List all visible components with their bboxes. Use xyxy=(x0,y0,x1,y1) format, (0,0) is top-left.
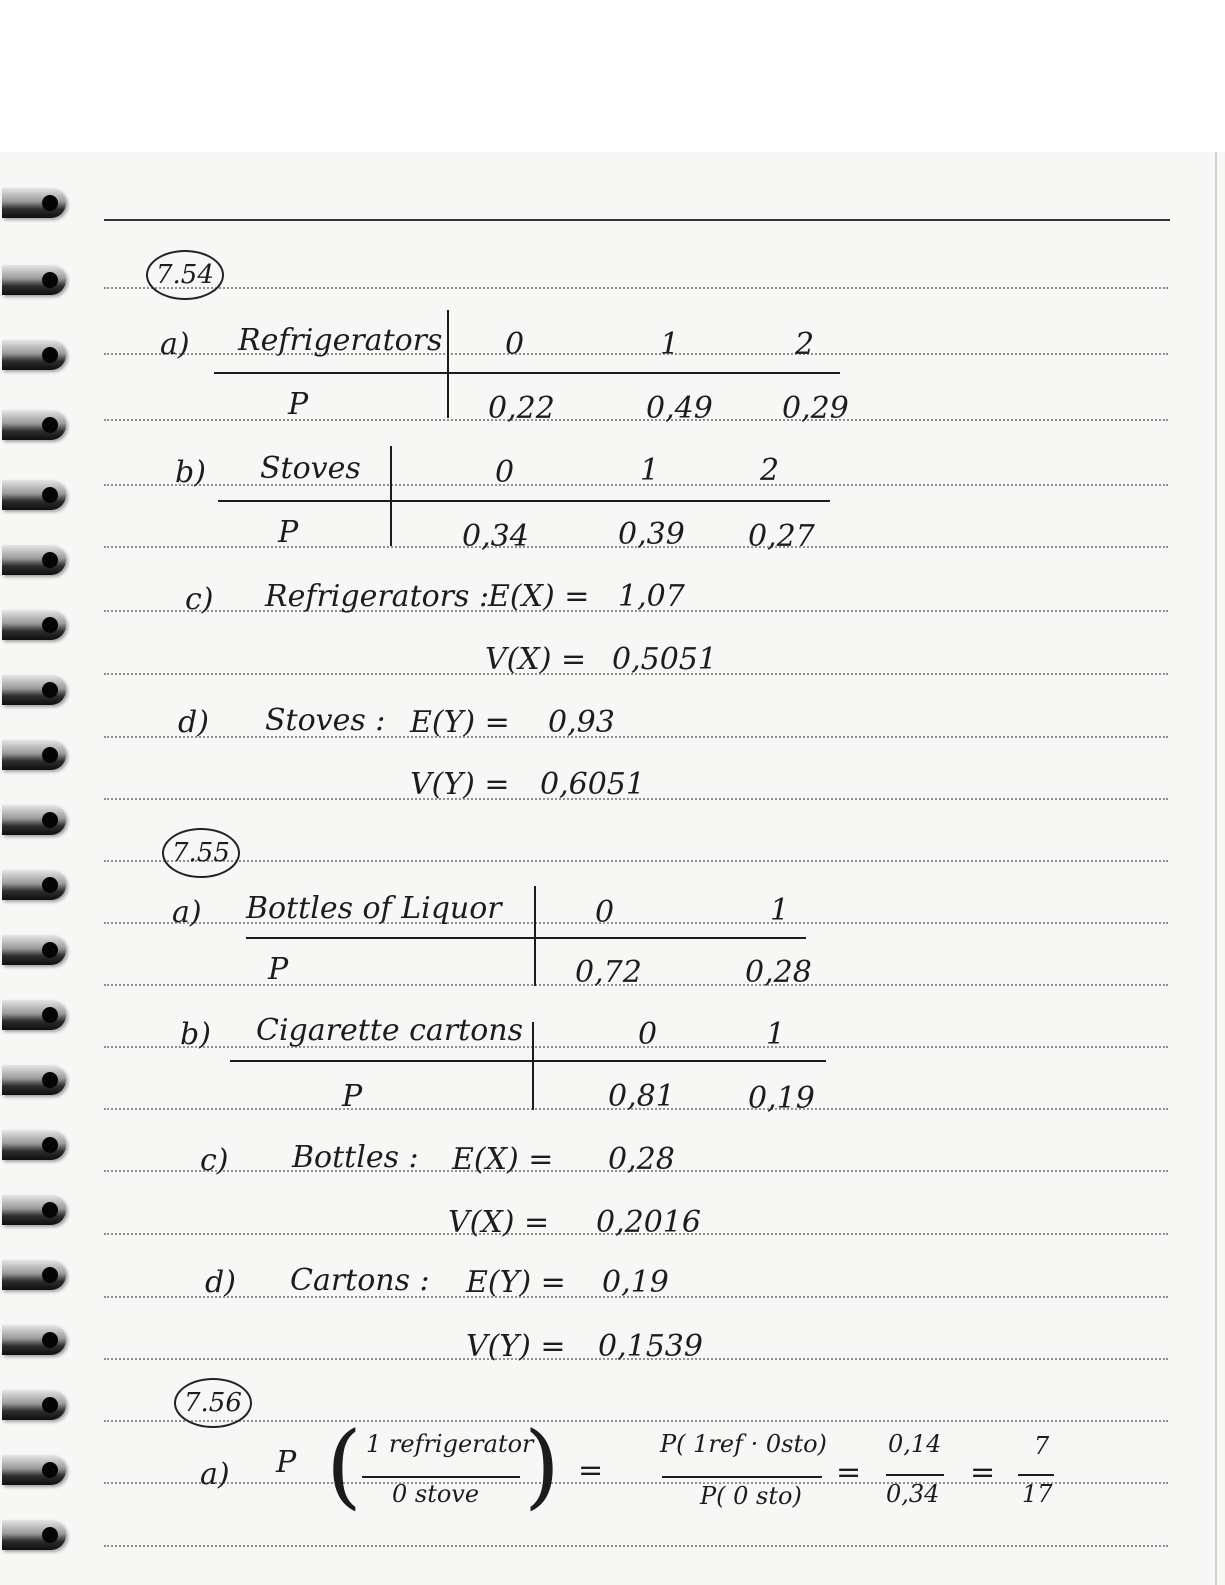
part-label: b) xyxy=(175,455,206,490)
variance-value: 0,5051 xyxy=(612,642,717,677)
table-header: Refrigerators xyxy=(238,323,443,358)
equals-sign: = xyxy=(836,1455,862,1490)
right-paren: ) xyxy=(524,1412,560,1519)
table-cell: 0,81 xyxy=(608,1079,675,1114)
table-row-label: P xyxy=(278,515,299,550)
table-cell: 0,28 xyxy=(745,955,812,990)
variable-label: Cartons : xyxy=(290,1263,430,1298)
spiral-ring xyxy=(2,1520,66,1550)
fraction-bar xyxy=(1018,1474,1054,1476)
table-vrule xyxy=(534,886,536,986)
spiral-ring xyxy=(2,1390,66,1420)
expectation-label: E(X) = xyxy=(488,579,590,614)
table-header: Stoves xyxy=(260,451,361,486)
table-vrule xyxy=(447,310,449,418)
table-col: 1 xyxy=(640,453,660,488)
ruled-line xyxy=(104,860,1168,862)
spiral-ring xyxy=(2,610,66,640)
problem-number-7-55: 7.55 xyxy=(162,828,240,878)
part-label: c) xyxy=(200,1143,229,1178)
table-row-label: P xyxy=(288,387,309,422)
ruled-line xyxy=(104,1420,1168,1422)
variance-label: V(X) = xyxy=(485,642,587,677)
joint-probability: P( 1ref · 0sto) xyxy=(660,1430,827,1458)
table-hrule xyxy=(230,1060,826,1062)
ruled-line xyxy=(104,736,1168,738)
equals-sign: = xyxy=(970,1455,996,1490)
table-cell: 0,19 xyxy=(748,1081,815,1116)
table-col: 1 xyxy=(766,1017,786,1052)
variance-value: 0,2016 xyxy=(596,1205,701,1240)
spiral-ring xyxy=(2,188,66,218)
spiral-ring xyxy=(2,1065,66,1095)
part-label: a) xyxy=(160,327,190,362)
expectation-value: 0,19 xyxy=(602,1265,669,1300)
conditional-numerator: 1 refrigerator xyxy=(366,1430,534,1458)
part-label: d) xyxy=(205,1265,236,1300)
table-vrule xyxy=(532,1022,534,1110)
table-col: 0 xyxy=(595,895,615,930)
simplified-numerator: 7 xyxy=(1034,1432,1050,1460)
spiral-ring xyxy=(2,1455,66,1485)
spiral-ring xyxy=(2,265,66,295)
expectation-value: 0,93 xyxy=(548,705,615,740)
fraction-bar xyxy=(886,1474,944,1476)
table-header: Cigarette cartons xyxy=(256,1013,523,1048)
spiral-ring xyxy=(2,870,66,900)
variable-label: Refrigerators : xyxy=(265,579,490,614)
table-cell: 0,27 xyxy=(748,519,815,554)
table-header: Bottles of Liquor xyxy=(246,891,502,926)
denominator-value: 0,34 xyxy=(886,1480,940,1508)
part-label: c) xyxy=(185,582,214,617)
left-paren: ( xyxy=(326,1412,362,1519)
variable-label: Bottles : xyxy=(292,1140,419,1175)
part-label: a) xyxy=(172,895,202,930)
spiral-ring xyxy=(2,740,66,770)
probability-symbol: P xyxy=(276,1445,297,1480)
table-col: 0 xyxy=(638,1017,658,1052)
ruled-line xyxy=(104,287,1168,289)
ruled-line xyxy=(104,1482,1168,1484)
part-label: a) xyxy=(200,1457,230,1492)
page-edge xyxy=(1215,152,1217,1585)
table-col: 2 xyxy=(795,327,815,362)
spiral-ring xyxy=(2,1195,66,1225)
fraction-bar xyxy=(662,1476,822,1478)
table-cell: 0,72 xyxy=(575,955,642,990)
table-cell: 0,22 xyxy=(488,391,555,426)
problem-number-7-56: 7.56 xyxy=(174,1378,252,1428)
part-label: b) xyxy=(180,1017,211,1052)
table-col: 1 xyxy=(770,893,790,928)
table-vrule xyxy=(390,446,392,546)
marginal-probability: P( 0 sto) xyxy=(700,1482,802,1510)
spiral-ring xyxy=(2,675,66,705)
table-cell: 0,39 xyxy=(618,517,685,552)
spiral-ring xyxy=(2,1260,66,1290)
fraction-bar xyxy=(362,1476,520,1478)
variance-label: V(Y) = xyxy=(466,1329,566,1364)
table-col: 2 xyxy=(760,453,780,488)
spiral-ring xyxy=(2,1130,66,1160)
variable-label: Stoves : xyxy=(265,703,386,738)
variance-value: 0,1539 xyxy=(598,1329,703,1364)
table-col: 0 xyxy=(495,455,515,490)
ruled-line xyxy=(104,1545,1168,1547)
spiral-ring xyxy=(2,340,66,370)
spiral-ring xyxy=(2,545,66,575)
spiral-binding xyxy=(0,160,75,1585)
variance-label: V(X) = xyxy=(448,1205,550,1240)
spiral-ring xyxy=(2,935,66,965)
expectation-label: E(X) = xyxy=(452,1142,554,1177)
numerator-value: 0,14 xyxy=(888,1430,942,1458)
table-col: 0 xyxy=(505,327,525,362)
top-margin-rule xyxy=(104,219,1170,221)
table-row-label: P xyxy=(268,952,289,987)
table-cell: 0,49 xyxy=(646,391,713,426)
expectation-label: E(Y) = xyxy=(466,1265,566,1300)
expectation-value: 1,07 xyxy=(618,579,685,614)
variance-value: 0,6051 xyxy=(540,767,645,802)
part-label: d) xyxy=(178,705,209,740)
expectation-value: 0,28 xyxy=(608,1142,675,1177)
simplified-denominator: 17 xyxy=(1022,1480,1053,1508)
spiral-ring xyxy=(2,805,66,835)
spiral-ring xyxy=(2,1000,66,1030)
spiral-ring xyxy=(2,1325,66,1355)
table-row-label: P xyxy=(342,1079,363,1114)
table-col: 1 xyxy=(660,327,680,362)
expectation-label: E(Y) = xyxy=(410,705,510,740)
table-cell: 0,29 xyxy=(782,391,849,426)
ruled-line xyxy=(104,419,1168,421)
table-hrule xyxy=(214,372,840,374)
table-cell: 0,34 xyxy=(462,519,529,554)
equals-sign: = xyxy=(578,1453,604,1488)
spiral-ring xyxy=(2,410,66,440)
problem-number-7-54: 7.54 xyxy=(146,250,224,300)
table-hrule xyxy=(246,937,806,939)
table-hrule xyxy=(218,500,830,502)
conditional-denominator: 0 stove xyxy=(392,1480,480,1508)
variance-label: V(Y) = xyxy=(410,767,510,802)
spiral-ring xyxy=(2,480,66,510)
